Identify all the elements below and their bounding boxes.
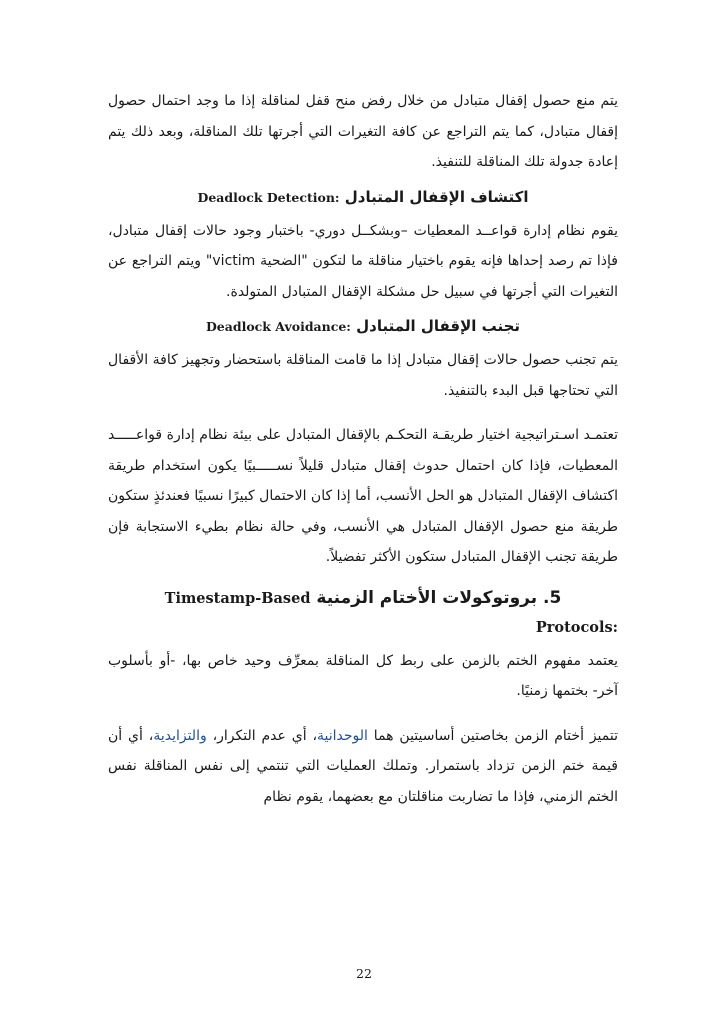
heading-avoidance-arabic: تجنب الإقفال المتبادل <box>356 317 521 335</box>
term-uniqueness: الوحدانية <box>317 727 368 744</box>
properties-text-start: تتميز أختام الزمن بخاصتين أساسيتين هما <box>367 727 619 744</box>
heading-deadlock-avoidance <box>108 311 618 342</box>
heading-detection-arabic: اكتشاف الإقفال المتبادل <box>344 187 529 206</box>
heading-avoidance-english: Deadlock Avoidance: <box>205 319 351 334</box>
paragraph-timestamp-properties <box>108 721 618 813</box>
properties-text-middle: ، أي عدم التكرار، <box>206 727 317 744</box>
section-title-english-continued: Protocols: <box>535 618 618 636</box>
section-number: 5. <box>543 587 562 608</box>
paragraph-avoidance: يتم تجنب حصول حالات إقفال متبادل إذا ما قامت المناقلة باستحضار وتجهيز كافة الأقفال التي تحتاجها قبل البدء بالتنفيذ. <box>108 352 618 399</box>
paragraph-strategy: تعتمـد اسـتراتيجية اختيار طريقـة التحكـم بالإقفال المتبادل على بيئة نظام إدارة قواعـــــد المعطيات، فإذا كان احتمال حدوث إقفال متبادل قليلاً نســـــبيًا يكون استخدام طريقة اكتشاف الإقفال المتبادل هو الحل الأنسب، أما إذا كان الاحتمال كبيرًا نسبيًا فعندئذٍ ستكون طريقة منع حصول الإقفال المتبادل هي الأنسب، وفي حالة نظام بطيء الاستجابة فإن طريقة تجنب الإقفال المتبادل ستكون الأكثر تفضيلاً. <box>108 427 618 565</box>
document-page <box>108 86 618 812</box>
paragraph-detection: يقوم نظام إدارة قواعــد المعطيات –وبشكــل دوري- باختبار وجود حالات إقفال متبادل، فإذا تم رصد إحداها فإنه يقوم باختيار مناقلة ما لتكون "الضحية victim" ويتم التراجع عن التغيرات التي أجرتها في سبيل حل مشكلة الإقفال المتبادل المتولدة. <box>108 222 618 300</box>
page-number: 22 <box>356 966 372 981</box>
section-title-arabic: بروتوكولات الأختام الزمنية <box>316 587 538 608</box>
properties-text-end: ، أي أن قيمة ختم الزمن تزداد باستمرار. وتملك العمليات التي تنتمي إلى نفس المناقلة نفس الختم الزمني، فإذا ما تضاربت مناقلتان مع بعضهما، يقوم نظام <box>108 727 618 805</box>
paragraph-timestamp-concept: يعتمد مفهوم الختم بالزمن على ربط كل المناقلة بمعرِّف وحيد خاص بها، -أو بأسلوب آخر- بختمها زمنيًا. <box>108 652 618 699</box>
section-title-english: Timestamp-Based <box>164 589 311 607</box>
section-title-timestamp-protocols <box>108 583 618 614</box>
heading-detection-english: Deadlock Detection: <box>197 189 340 205</box>
heading-deadlock-detection <box>108 182 618 213</box>
term-monotonicity: والتزايدية <box>153 727 207 744</box>
paragraph-prevention: يتم منع حصول إقفال متبادل من خلال رفض منح قفل لمناقلة إذا ما وجد احتمال حصول إقفال متبادل، كما يتم التراجع عن كافة التغيرات التي أجرتها تلك المناقلة، وبعد ذلك يتم إعادة جدولة تلك المناقلة للتنفيذ. <box>108 93 618 170</box>
